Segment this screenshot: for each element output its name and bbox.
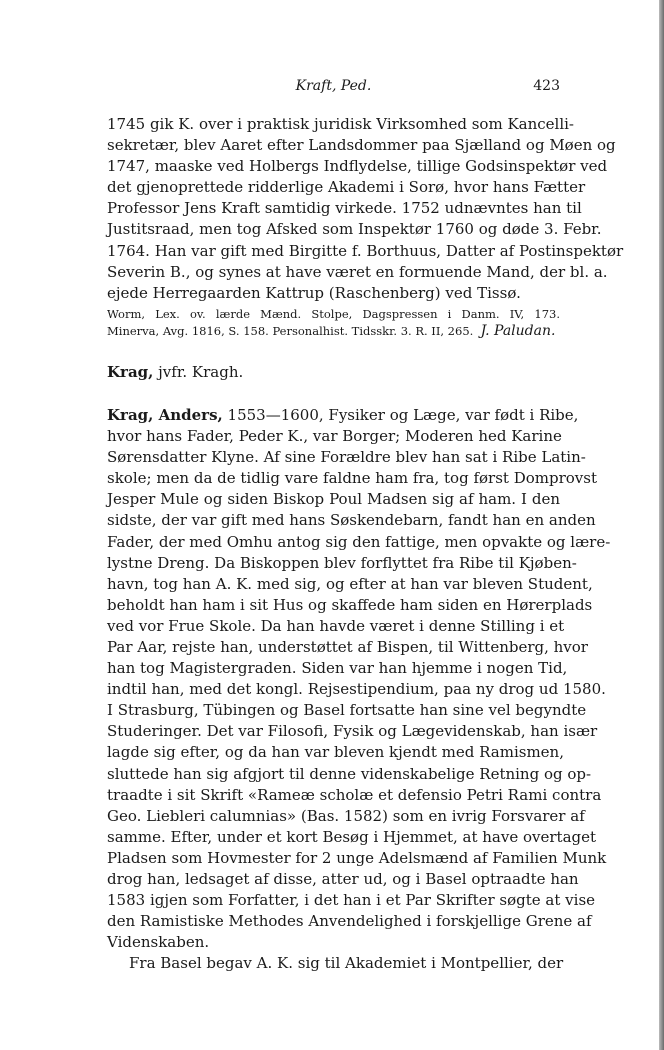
entry-first-line [107, 405, 579, 426]
text-line: Fra Basel begav A. K. sig til Akademiet i Montpellier, der [129, 954, 564, 973]
page-spine-shadow [659, 0, 664, 1050]
author-signature: J. Paludan. [480, 322, 556, 339]
entry-kraft-continuation [107, 114, 624, 340]
text-line: ejede Herregaarden Kattrup (Raschenberg) ved Tissø. [107, 283, 521, 302]
entry-krag-crossref [107, 362, 560, 383]
crossref-text: jvfr. Kragh. [158, 362, 244, 381]
text-line: hvor hans Fader, Peder K., var Borger; Moderen hed Karine [107, 427, 562, 446]
text-line: Studeringer. Det var Filosofi, Fysik og Lægevidenskab, han især [107, 722, 598, 741]
text-line: 1745 gik K. over i praktisk juridisk Virksomhed som Kancelli- [107, 115, 574, 133]
text-line: lagde sig efter, og da han var bleven kjendt med Ramismen, [107, 743, 564, 762]
text-line: 1583 igjen som Forfatter, i det han i et Par Skrifter søgte at vise [107, 891, 596, 910]
text-line: Jesper Mule og siden Biskop Poul Madsen sig af ham. I den [107, 490, 560, 509]
headword: Krag, Anders, [107, 405, 223, 424]
text-line: Justitsraad, men tog Afsked som Inspektør 1760 og døde 3. Febr. [107, 220, 602, 239]
text-line: sluttede han sig afgjort til denne videnskabelige Retning og op- [107, 764, 592, 783]
text-line: samme. Efter, under et kort Besøg i Hjemmet, at have overtaget [107, 827, 597, 846]
running-head [107, 78, 560, 100]
text-line: I Strasburg, Tübingen og Basel fortsatte han sine vel begyndte [107, 701, 587, 720]
text-line: han tog Magistergraden. Siden var han hjemme i nogen Tid, [107, 659, 568, 678]
text-line: 1747, maaske ved Holbergs Indflydelse, tillige Godsinspektør ved [107, 157, 608, 176]
entry-first-line-text: 1553—1600, Fysiker og Læge, var født i Ribe, [227, 405, 579, 424]
text-line: beholdt han ham i sit Hus og skaffede ham siden en Hørerplads [107, 595, 593, 614]
text-line: drog han, ledsaget af disse, atter ud, og i Basel optraadte han [107, 870, 579, 888]
text-line: det gjenoprettede ridderlige Akademi i Sorø, hvor hans Fætter [107, 178, 586, 197]
crossref-line [107, 362, 560, 383]
text-line: Pladsen som Hovmester for 2 unge Adelsmænd af Familien Munk [107, 848, 607, 867]
text-line: skole; men da de tidlig vare faldne ham fra, tog først Domprovst [107, 469, 597, 488]
text-line: 1764. Han var gift med Birgitte f. Borthuus, Datter af Postinspektør [107, 241, 624, 260]
text-line: traadte i sit Skrift «Rameæ scholæ et defensio Petri Rami contra [107, 785, 602, 804]
references [107, 306, 560, 340]
text-line: sekretær, blev Aaret efter Landsdommer paa Sjælland og Møen og [107, 136, 616, 155]
reference-line: Worm, Lex. ov. lærde Mænd. Stolpe, Dagspressen i Danm. IV, 173. [107, 306, 560, 321]
text-line: Geo. Liebleri calumnias» (Bas. 1582) som en ivrig Forsvarer af [107, 806, 585, 825]
body-text [107, 114, 624, 974]
page-number: 423 [533, 78, 560, 94]
entry-krag-anders [107, 405, 611, 975]
text-line: indtil han, med det kongl. Rejsestipendium, paa ny drog ud 1580. [107, 680, 606, 699]
text-line: Sørensdatter Klyne. Af sine Forældre blev han sat i Ribe Latin- [107, 448, 586, 467]
text-line: Videnskaben. [107, 933, 210, 952]
headword: Krag, [107, 362, 154, 381]
text-line: sidste, der var gift med hans Søskendebarn, fandt han en anden [107, 511, 596, 530]
reference-line [107, 323, 560, 340]
text-line: Par Aar, rejste han, understøttet af Bispen, til Wittenberg, hvor [107, 637, 588, 656]
text-line: lystne Dreng. Da Biskoppen blev forflyttet fra Ribe til Kjøben- [107, 553, 577, 572]
running-title: Kraft, Ped. [295, 78, 372, 94]
text-line: Severin B., og synes at have været en formuende Mand, der bl. a. [107, 262, 608, 281]
text-line: Fader, der med Omhu antog sig den fattige, men opvakte og lære- [107, 532, 611, 551]
text-line: ved vor Frue Skole. Da han havde været i denne Stilling i et [107, 616, 565, 635]
text-line: den Ramistiske Methodes Anvendelighed i forskjellige Grene af [107, 912, 592, 931]
reference-text: Minerva, Avg. 1816, S. 158. Personalhist. Tidsskr. 3. R. II, 265. [107, 323, 474, 338]
text-line: havn, tog han A. K. med sig, og efter at han var bleven Student, [107, 574, 593, 593]
text-line: Professor Jens Kraft samtidig virkede. 1752 udnævntes han til [107, 199, 582, 218]
